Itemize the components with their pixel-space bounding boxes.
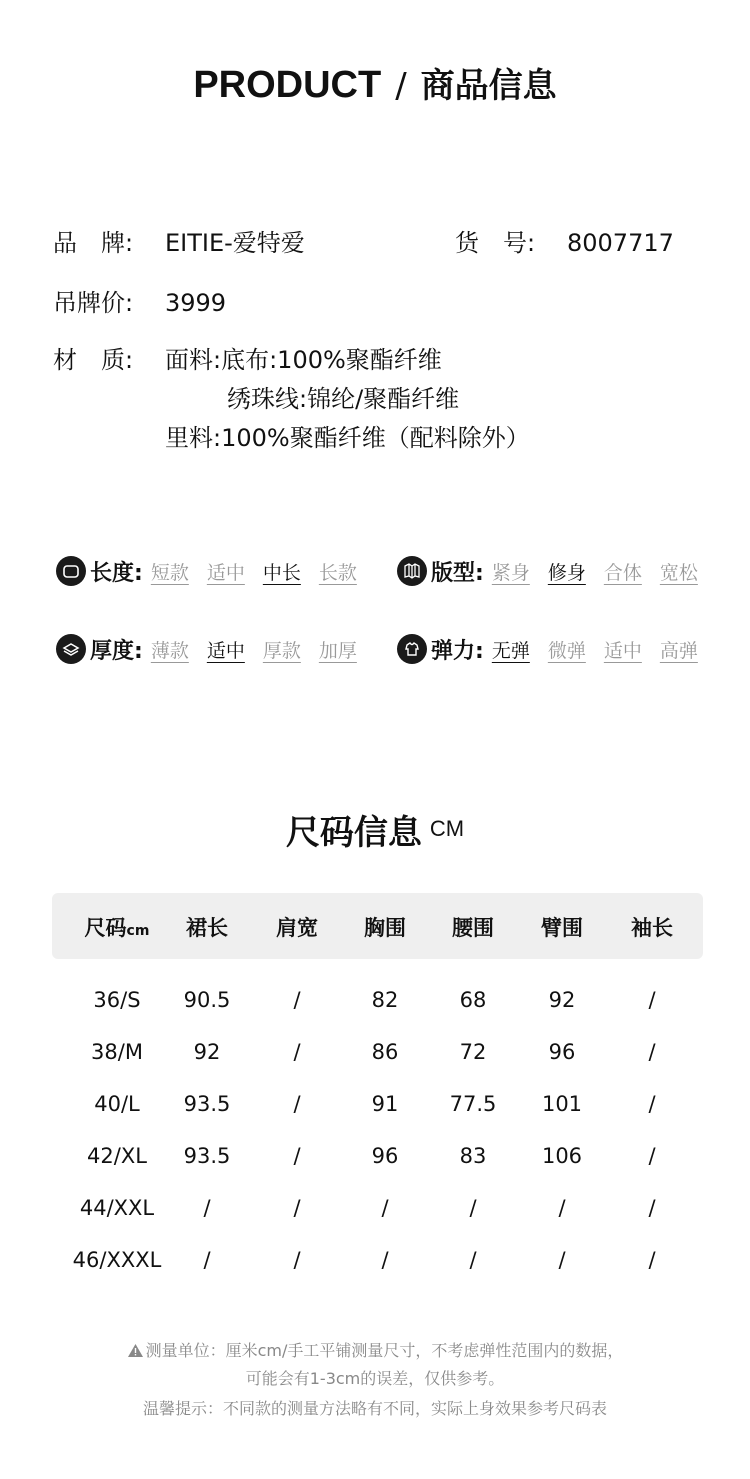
size-table-cell: 83	[459, 1144, 487, 1168]
material-line-1: 面料:底布:100%聚酯纤维	[165, 346, 442, 374]
thickness-option-thin: 薄款	[150, 639, 189, 662]
size-table-cell: /	[648, 1092, 656, 1116]
size-table-cell: /	[381, 1248, 389, 1272]
size-table-cell: /	[469, 1196, 477, 1220]
length-icon	[56, 556, 86, 586]
sku-value: 8007717	[567, 229, 674, 257]
length-option-medium: 适中	[206, 561, 245, 584]
size-row-label: 42/XL	[87, 1144, 147, 1168]
size-table-cell: 106	[541, 1144, 583, 1168]
brand-value: EITIE-爱特爱	[165, 229, 305, 257]
thickness-attribute	[56, 629, 375, 669]
size-title-text: 尺码信息	[285, 813, 422, 853]
size-table-cell: /	[293, 1196, 301, 1220]
size-title-unit: CM	[429, 816, 465, 841]
sku-row	[455, 228, 674, 258]
price-value: 3999	[165, 289, 227, 317]
thickness-icon	[56, 634, 86, 664]
size-table-cell: 96	[548, 1040, 576, 1064]
page-title	[0, 58, 750, 107]
size-table-cell: /	[203, 1248, 211, 1272]
thickness-option-thick: 厚款	[262, 639, 301, 662]
fit-option-loose: 宽松	[659, 561, 698, 584]
size-header-cell: 肩宽	[276, 916, 318, 940]
size-table-cell: 101	[541, 1092, 583, 1116]
elasticity-label: 弹力:	[431, 638, 484, 664]
size-table-cell: 68	[459, 988, 487, 1012]
size-header-cell: 腰围	[452, 916, 494, 940]
title-en: PRODUCT	[193, 64, 382, 106]
size-header-size	[72, 912, 162, 942]
elasticity-option-slight: 微弹	[547, 639, 586, 662]
size-table-cell: 92	[548, 988, 576, 1012]
size-table-cell: 96	[371, 1144, 399, 1168]
size-table-cell: 77.5	[449, 1092, 497, 1116]
size-table-cell: /	[648, 988, 656, 1012]
length-attribute	[56, 551, 375, 591]
size-row-label: 44/XXL	[79, 1196, 155, 1220]
size-table-cell: /	[648, 1248, 656, 1272]
size-row-label: 46/XXXL	[72, 1248, 162, 1272]
fit-option-slim: 修身	[547, 561, 586, 584]
size-row-label: 40/L	[94, 1092, 140, 1116]
size-header-cell: 胸围	[364, 916, 406, 940]
size-table-cell: /	[293, 1248, 301, 1272]
fit-option-regular: 合体	[603, 561, 642, 584]
elasticity-option-medium: 适中	[603, 639, 642, 662]
size-table-cell: /	[203, 1196, 211, 1220]
size-info-title	[0, 805, 750, 854]
material-line-2: 绣珠线:锦纶/聚酯纤维	[227, 385, 460, 413]
size-table-cell: 90.5	[183, 988, 231, 1012]
elasticity-attribute	[397, 629, 698, 669]
size-table-cell: /	[558, 1196, 566, 1220]
warm-tip-note: 温馨提示：不同款的测量方法略有不同，实际上身效果参考尺码表	[142, 1399, 607, 1418]
brand-row	[53, 228, 305, 258]
size-table-cell: /	[558, 1248, 566, 1272]
warning-icon	[127, 1343, 144, 1362]
size-header-cell: 裙长	[186, 916, 228, 940]
size-header-cell: 臂围	[541, 916, 583, 940]
thickness-label: 厚度:	[90, 638, 143, 664]
elasticity-icon	[397, 634, 427, 664]
size-table-cell: 72	[459, 1040, 487, 1064]
size-table-cell: /	[648, 1144, 656, 1168]
size-table-cell: 93.5	[183, 1092, 231, 1116]
size-table-cell: 92	[193, 1040, 221, 1064]
sku-label: 货 号:	[455, 229, 536, 257]
size-table-cell: /	[648, 1040, 656, 1064]
size-header-size-label: 尺码	[84, 916, 127, 940]
fit-label: 版型:	[431, 560, 484, 586]
measurement-note	[0, 1338, 750, 1362]
brand-label: 品 牌:	[53, 229, 134, 257]
size-table-cell: /	[293, 1040, 301, 1064]
size-table-cell: 91	[371, 1092, 399, 1116]
thickness-option-extra-thick: 加厚	[318, 639, 357, 662]
size-table-cell: /	[648, 1196, 656, 1220]
fit-icon	[397, 556, 427, 586]
fit-attribute	[397, 551, 698, 591]
title-cn: 商品信息	[420, 66, 557, 106]
size-header-cell: 袖长	[631, 916, 673, 940]
size-header-size-unit: cm	[126, 923, 150, 939]
title-separator: /	[395, 66, 407, 106]
elasticity-option-high: 高弹	[659, 639, 698, 662]
length-option-midlong: 中长	[262, 561, 301, 584]
size-table-cell: /	[381, 1196, 389, 1220]
material-line-3: 里料:100%聚酯纤维（配料除外）	[165, 424, 530, 452]
size-table-cell: 86	[371, 1040, 399, 1064]
material-row	[53, 345, 442, 375]
size-table-cell: /	[293, 1144, 301, 1168]
size-table-cell: 82	[371, 988, 399, 1012]
measurement-note-line2: 可能会有1-3cm的误差，仅供参考。	[245, 1369, 505, 1388]
price-row	[53, 288, 226, 318]
length-option-short: 短款	[150, 561, 189, 584]
size-row-label: 38/M	[91, 1040, 143, 1064]
material-label: 材 质:	[53, 346, 134, 374]
fit-option-tight: 紧身	[491, 561, 530, 584]
length-option-long: 长款	[318, 561, 357, 584]
size-table-cell: /	[469, 1248, 477, 1272]
size-row-label: 36/S	[93, 988, 141, 1012]
size-table-cell: 93.5	[183, 1144, 231, 1168]
thickness-option-medium: 适中	[206, 639, 245, 662]
size-table-cell: /	[293, 988, 301, 1012]
size-table-cell: /	[293, 1092, 301, 1116]
measurement-note-line1: 测量单位：厘米cm/手工平铺测量尺寸，不考虑弹性范围内的数据，	[145, 1341, 624, 1360]
elasticity-option-none: 无弹	[491, 639, 530, 662]
price-label: 吊牌价:	[53, 289, 134, 317]
length-label: 长度:	[90, 560, 143, 586]
